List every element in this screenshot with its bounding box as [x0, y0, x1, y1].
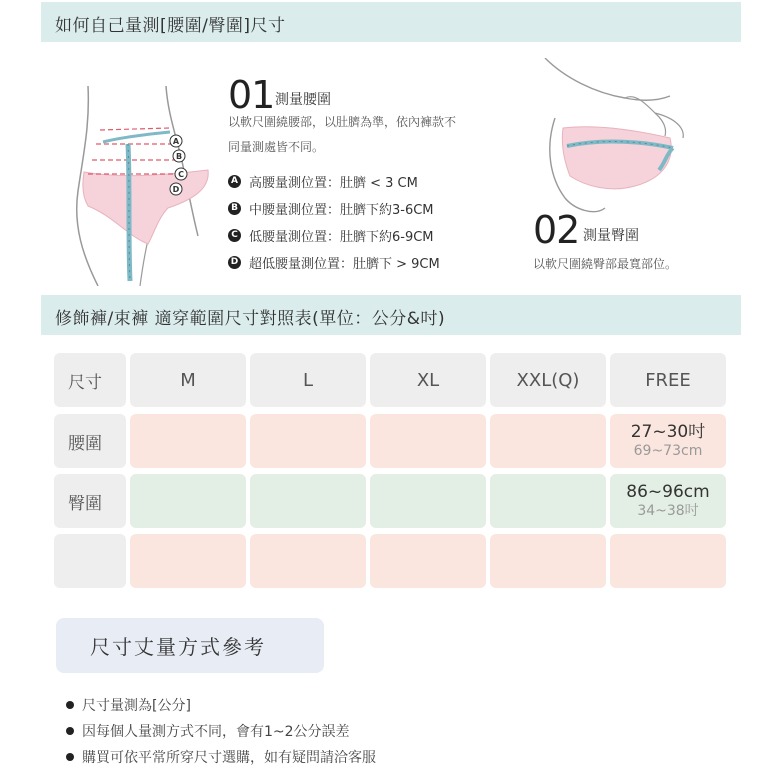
- marker-c: C: [178, 170, 184, 179]
- empty-cell-m: [130, 534, 246, 588]
- hip-cell-l: [250, 474, 366, 528]
- note-text: 尺寸量測為[公分]: [82, 698, 191, 714]
- marker-d: D: [172, 185, 180, 194]
- letter-d-icon: D: [228, 256, 241, 269]
- measure-guide-banner: [41, 2, 741, 42]
- section-02-heading: 測量臀圍: [583, 228, 639, 244]
- empty-cell-xl: [370, 534, 486, 588]
- note-item: [66, 692, 376, 718]
- waist-position-item: [228, 195, 440, 222]
- section-02-number: 02: [533, 208, 580, 252]
- table-corner-cell: 尺寸: [54, 353, 126, 407]
- bullet-icon: [66, 701, 74, 709]
- waist-position-text: 高腰量測位置：肚臍 < 3 CM: [249, 176, 418, 191]
- waist-measure-illustration: [58, 86, 228, 286]
- measure-guide-title: 如何自己量測[腰圍/臀圍]尺寸: [55, 16, 286, 36]
- hip-cell-xl: [370, 474, 486, 528]
- waist-free-cm: 69~73cm: [633, 443, 703, 459]
- row-label-waist: 腰圍: [54, 414, 126, 468]
- size-chart-banner: [41, 295, 741, 335]
- hip-free-cm: 86~96cm: [626, 482, 710, 502]
- note-text: 購買可依平常所穿尺寸選購，如有疑問請洽客服: [82, 750, 376, 766]
- empty-cell-l: [250, 534, 366, 588]
- empty-cell-xxl: [490, 534, 606, 588]
- bullet-icon: [66, 727, 74, 735]
- section-01-desc-line1: 以軟尺圍繞腰部，以肚臍為準，依內褲款不: [228, 115, 457, 129]
- section-01-heading: 測量腰圍: [275, 92, 331, 108]
- row-label-empty: [54, 534, 126, 588]
- note-item: [66, 744, 376, 770]
- waist-position-text: 中腰量測位置：肚臍下約3-6CM: [249, 203, 434, 218]
- bullet-icon: [66, 753, 74, 761]
- letter-a-icon: A: [228, 175, 241, 188]
- waist-position-item: [228, 222, 440, 249]
- waist-position-list: [228, 168, 440, 276]
- waist-cell-xl: [370, 414, 486, 468]
- waist-cell-free: [610, 414, 726, 468]
- note-text: 因每個人量測方式不同，會有1~2公分誤差: [82, 724, 350, 740]
- note-item: [66, 718, 376, 744]
- size-header-free: FREE: [610, 353, 726, 407]
- notes-list: [66, 692, 376, 770]
- hip-free-inch: 34~38吋: [637, 503, 699, 519]
- size-header-xxl: XXL(Q): [490, 353, 606, 407]
- waist-cell-xxl: [490, 414, 606, 468]
- section-01-number: 01: [228, 73, 275, 117]
- waist-position-text: 超低腰量測位置：肚臍下 > 9CM: [249, 257, 440, 272]
- hip-measure-illustration: [535, 58, 715, 220]
- hip-cell-free: [610, 474, 726, 528]
- section-02-description: 以軟尺圍繞臀部最寬部位。: [533, 257, 678, 271]
- waist-cell-m: [130, 414, 246, 468]
- empty-cell-free: [610, 534, 726, 588]
- size-reference-button[interactable]: 尺寸丈量方式參考: [56, 618, 324, 673]
- size-header-l: L: [250, 353, 366, 407]
- letter-b-icon: B: [228, 202, 241, 215]
- size-header-m: M: [130, 353, 246, 407]
- waist-free-inch: 27~30吋: [630, 422, 706, 442]
- waist-cell-l: [250, 414, 366, 468]
- marker-a: A: [172, 137, 180, 146]
- hip-cell-xxl: [490, 474, 606, 528]
- size-chart-title: 修飾褲/束褲 適穿範圍尺寸對照表(單位：公分&吋): [55, 309, 446, 329]
- section-01-description: [228, 110, 528, 160]
- row-label-hip: 臀圍: [54, 474, 126, 528]
- hip-cell-m: [130, 474, 246, 528]
- waist-position-item: [228, 249, 440, 276]
- section-01-desc-line2: 同量測處皆不同。: [228, 140, 325, 154]
- marker-b: B: [175, 152, 183, 161]
- letter-c-icon: C: [228, 229, 241, 242]
- waist-position-item: [228, 168, 440, 195]
- waist-position-text: 低腰量測位置：肚臍下約6-9CM: [249, 230, 434, 245]
- size-header-xl: XL: [370, 353, 486, 407]
